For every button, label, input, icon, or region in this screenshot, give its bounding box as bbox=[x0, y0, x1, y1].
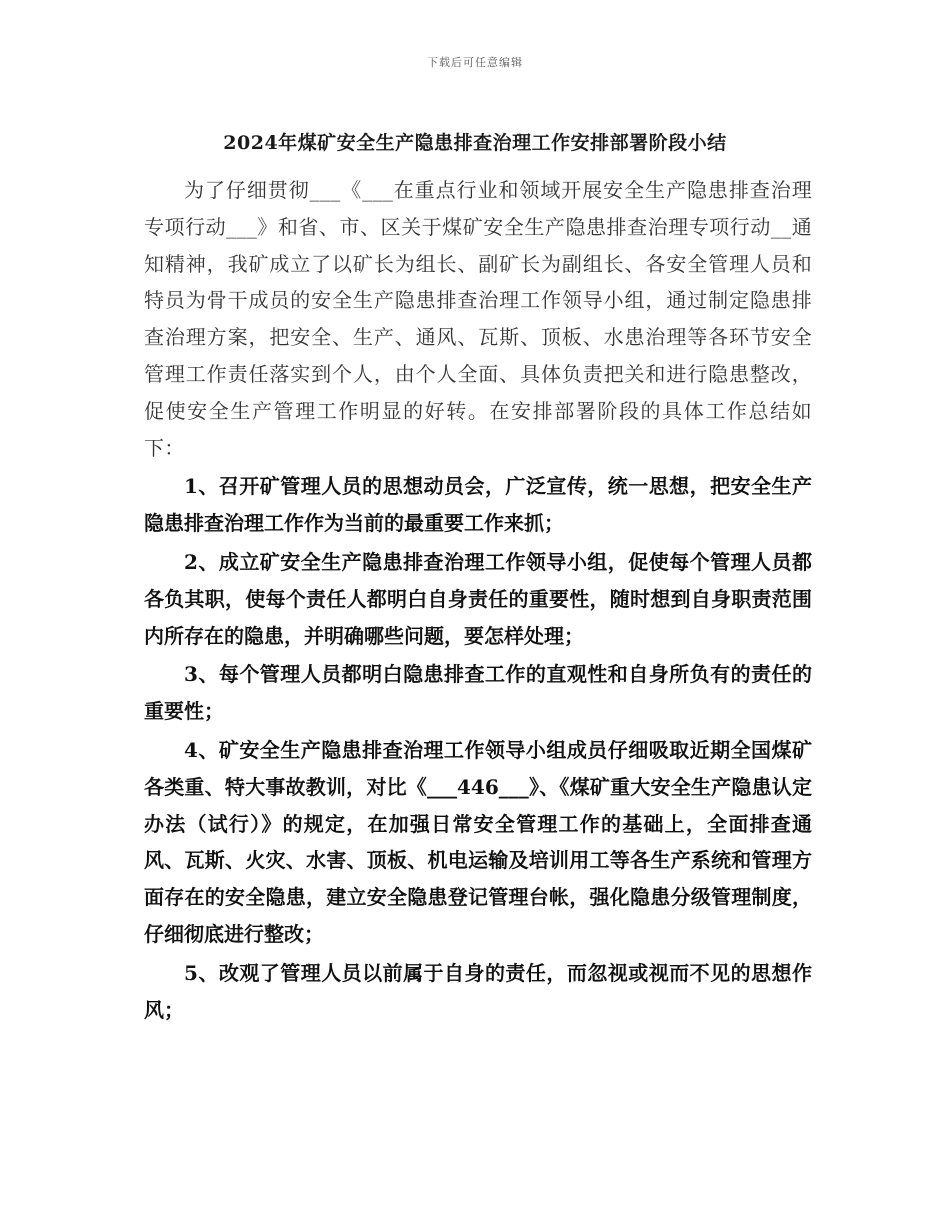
document-body bbox=[144, 172, 812, 1028]
list-item-4: 4、矿安全生产隐患排查治理工作领导小组成员仔细吸取近期全国煤矿各类重、特大事故教训，对比《___446___》、《煤矿重大安全生产隐患认定办法（试行）》的规定，在加强日常安全管理工作的基础上，全面排查通风、瓦斯、火灾、水害、顶板、机电运输及培训用工等各生产系统和管理方面存在的安全隐患，建立安全隐患登记管理台帐，强化隐患分级管理制度，仔细彻底进行整改； bbox=[144, 737, 812, 946]
list-item-3: 3、每个管理人员都明白隐患排查工作的直观性和自身所负有的责任的重要性； bbox=[144, 662, 812, 724]
intro-paragraph: 为了仔细贯彻___《___在重点行业和领域开展安全生产隐患排查治理专项行动___》和省、市、区关于煤矿安全生产隐患排查治理专项行动__通知精神，我矿成立了以矿长为组长、副矿长为副组长、各安全管理人员和特员为骨干成员的安全生产隐患排查治理工作领导小组，通过制定隐患排查治理方案，把安全、生产、通风、瓦斯、顶板、水患治理等各环节安全管理工作责任落实到个人，由个人全面、具体负责把关和进行隐患整改，促使安全生产管理工作明显的好转。在安排部署阶段的具体工作总结如下： bbox=[144, 178, 812, 460]
list-item-2: 2、成立矿安全生产隐患排查治理工作领导小组，促使每个管理人员都各负其职，使每个责任人都明白自身责任的重要性，随时想到自身职责范围内所存在的隐患，并明确哪些问题，要怎样处理； bbox=[144, 549, 812, 648]
list-item-5: 5、改观了管理人员以前属于自身的责任，而忽视或视而不见的思想作风； bbox=[144, 960, 812, 1022]
list-item-1: 1、召开矿管理人员的思想动员会，广泛宣传，统一思想，把安全生产隐患排查治理工作作为当前的最重要工作来抓； bbox=[144, 474, 812, 536]
header-note: 下载后可任意编辑 bbox=[427, 56, 523, 69]
document-title: 2024年煤矿安全生产隐患排查治理工作安排部署阶段小结 bbox=[223, 132, 727, 154]
